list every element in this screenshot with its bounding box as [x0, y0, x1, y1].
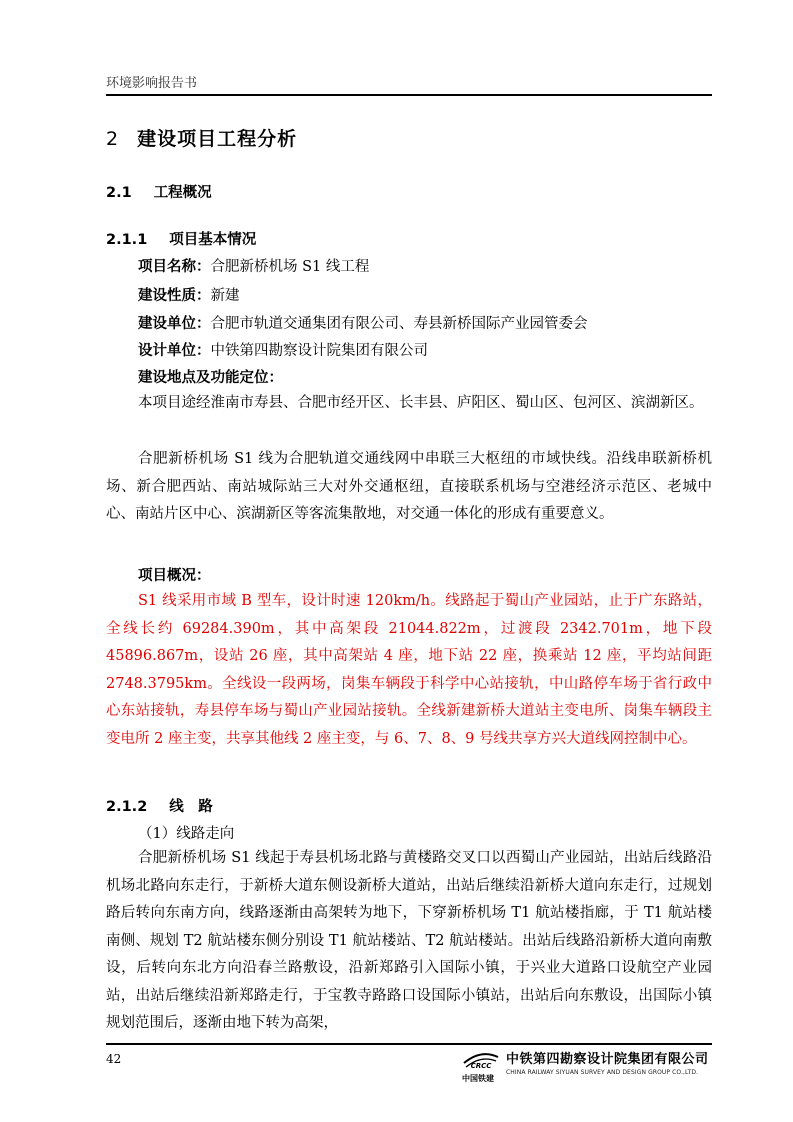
chapter-number: 2	[106, 128, 120, 150]
overview-paragraph: S1 线采用市域 B 型车，设计时速 120km/h。线路起于蜀山产业园站，止于广东路站，全线长约 69284.390m，其中高架段 21044.822m，过渡段 2342.701m，地下段 45896.867m，设站 26 座，其中高架站 4 座，地下站 22 座，换乘站 12 座，平均站间距 2748.3795km。全线设一段两场，岗集车辆段于科学中心站接轨，中山路停车场于省行政中心东站接轨，寿县停车场与蜀山产业园站接轨。全线新建新桥大道站主变电所、岗集车辆段主变电所 2 座主变，共享其他线 2 座主变，与 6、7、8、9 号线共享方兴大道线网控制中心。	[106, 593, 712, 747]
company-logo	[462, 1047, 714, 1087]
section-2-1-2-heading	[106, 795, 213, 816]
location-paragraph: 本项目途经淮南市寿县、合肥市经开区、长丰县、庐阳区、蜀山区、包河区、滨湖新区。	[138, 395, 704, 411]
overview-label	[138, 564, 211, 585]
field-value: 合肥市轨道交通集团有限公司、寿县新桥国际产业园管委会	[210, 316, 588, 332]
field-value: 中铁第四勘察设计院集团有限公司	[210, 343, 428, 359]
page-number: 42	[106, 1052, 122, 1066]
chapter-title-text: 建设项目工程分析	[137, 128, 298, 150]
section-2-1-2-number: 2.1.2	[106, 799, 148, 815]
route-subheading: （1）线路走向	[138, 826, 235, 842]
field-value: 新建	[210, 288, 240, 304]
section-2-1-2-title: 线 路	[169, 799, 213, 815]
field-construction-nature	[138, 284, 240, 305]
company-name-cn: 中铁第四勘察设计院集团有限公司	[506, 1052, 709, 1067]
field-location-function	[138, 366, 283, 387]
overview-label-text: 项目概况：	[138, 568, 211, 584]
field-design-unit	[138, 339, 428, 360]
section-2-1-title: 工程概况	[153, 185, 212, 201]
section-2-1-heading	[106, 181, 212, 202]
field-project-name	[138, 255, 369, 276]
logo-mark-text: CRCC	[470, 1062, 492, 1070]
chapter-title	[106, 124, 297, 151]
header-divider	[106, 94, 712, 96]
field-value: 合肥新桥机场 S1 线工程	[210, 259, 370, 275]
function-paragraph: 合肥新桥机场 S1 线为合肥轨道交通线网中串联三大枢纽的市域快线。沿线串联新桥机场、新合肥西站、南站城际站三大对外交通枢纽，直接联系机场与空港经济示范区、老城中心、南站片区中心、滨湖新区等客流集散地，对交通一体化的形成有重要意义。	[106, 451, 712, 522]
section-2-1-number: 2.1	[106, 185, 132, 201]
section-2-1-1-title: 项目基本情况	[169, 232, 257, 248]
field-label: 建设地点及功能定位：	[138, 370, 283, 386]
footer-divider	[106, 1043, 712, 1045]
logo-subtext: 中国铁建	[462, 1074, 494, 1083]
crcc-logo-icon	[462, 1049, 500, 1071]
company-name-en: CHINA RAILWAY SIYUAN SURVEY AND DESIGN GROUP CO.,LTD.	[506, 1069, 699, 1076]
field-label: 设计单位：	[138, 343, 211, 359]
field-label: 建设单位：	[138, 316, 211, 332]
section-2-1-1-heading	[106, 228, 256, 249]
route-paragraph: 合肥新桥机场 S1 线起于寿县机场北路与黄楼路交叉口以西蜀山产业园站，出站后线路沿机场北路向东走行，于新桥大道东侧设新桥大道站，出站后继续沿新桥大道向东走行，过规划路后转向东南方向，线路逐渐由高架转为地下，下穿新桥机场 T1 航站楼指廊，于 T1 航站楼南侧、规划 T2 航站楼东侧分别设 T1 航站楼站、T2 航站楼站。出站后线路沿新桥大道向南敷设，后转向东北方向沿春兰路敷设，沿新郑路引入国际小镇，于兴业大道路口设航空产业园站，出站后继续沿新郑路走行，于宝教寺路路口设国际小镇站，出站后向东敷设，出国际小镇规划范围后，逐渐由地下转为高架，	[106, 850, 712, 1031]
field-label: 项目名称：	[138, 259, 211, 275]
document-header-title: 环境影响报告书	[106, 76, 198, 91]
section-2-1-1-number: 2.1.1	[106, 232, 148, 248]
field-label: 建设性质：	[138, 288, 211, 304]
field-construction-unit	[138, 312, 588, 333]
